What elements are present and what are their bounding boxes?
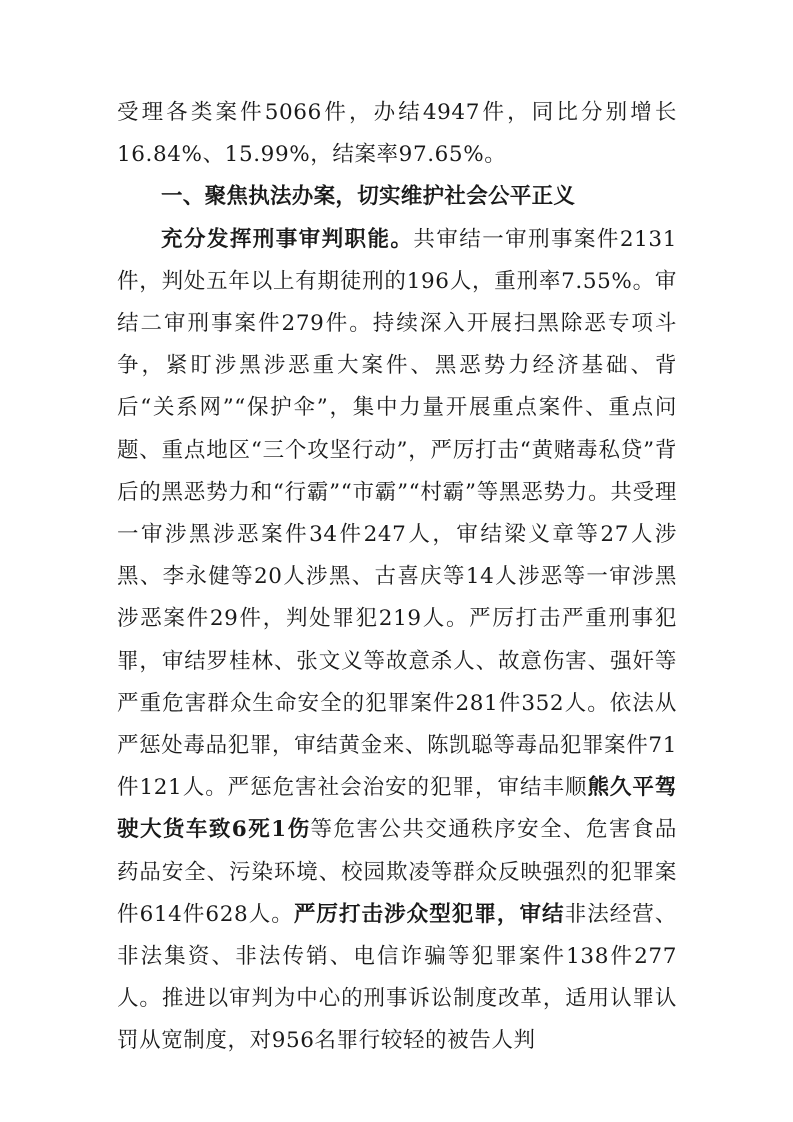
paragraph-text-d: 严厉打击涉众型犯罪，审结 <box>293 901 565 927</box>
section-heading: 一、聚焦执法办案，切实维护社会公平正义 <box>161 184 576 210</box>
criminal-trial-paragraph <box>117 219 677 1063</box>
intro-paragraph: 受理各类案件5066件，办结4947件，同比分别增长16.84%、15.99%，结案率97.65%。 <box>117 100 677 168</box>
paragraph-text-a: 共审结一审刑事案件2131件，判处五年以上有期徒刑的196人，重刑率7.55%。审结二审刑事案件279件。持续深入开展扫黑除恶专项斗争，紧盯涉黑涉恶重大案件、黑恶势力经济基础、背后“关系网”“保护伞”，集中力量开展重点案件、重点问题、重点地区“三个攻坚行动”，严厉打击“黄赌毒私贷”背后的黑恶势力和“行霸”“市霸”“村霸”等黑恶势力。共受理一审涉黑涉恶案件34件247人，审结梁义章等27人涉黑、李永健等20人涉黑、古喜庆等14人涉恶等一审涉黑涉恶案件29件，判处罪犯219人。严厉打击严重刑事犯罪，审结罗桂林、张文义等故意杀人、故意伤害、强奸等严重危害群众生命安全的犯罪案件281件352人。依法从严惩处毒品犯罪，审结黄金来、陈凯聪等毒品犯罪案件71件121人。严惩危害社会治安的犯罪，审结丰顺 <box>117 226 677 801</box>
document-body <box>117 92 677 1063</box>
paragraph-text-b: 熊久平驾驶大货车致6死1伤 <box>117 775 677 843</box>
paragraph-text-c: 等危害公共交通秩序安全、危害食品药品安全、污染环境、校园欺凌等群众反映强烈的犯罪案件614件628人。 <box>117 817 677 927</box>
paragraph-lead: 充分发挥刑事审判职能。 <box>161 226 414 252</box>
paragraph-text-e: 非法经营、非法集资、非法传销、电信诈骗等犯罪案件138件277人。推进以审判为中心的刑事诉讼制度改革，适用认罪认罚从宽制度，对956名罪行较轻的被告人判 <box>117 901 677 1054</box>
